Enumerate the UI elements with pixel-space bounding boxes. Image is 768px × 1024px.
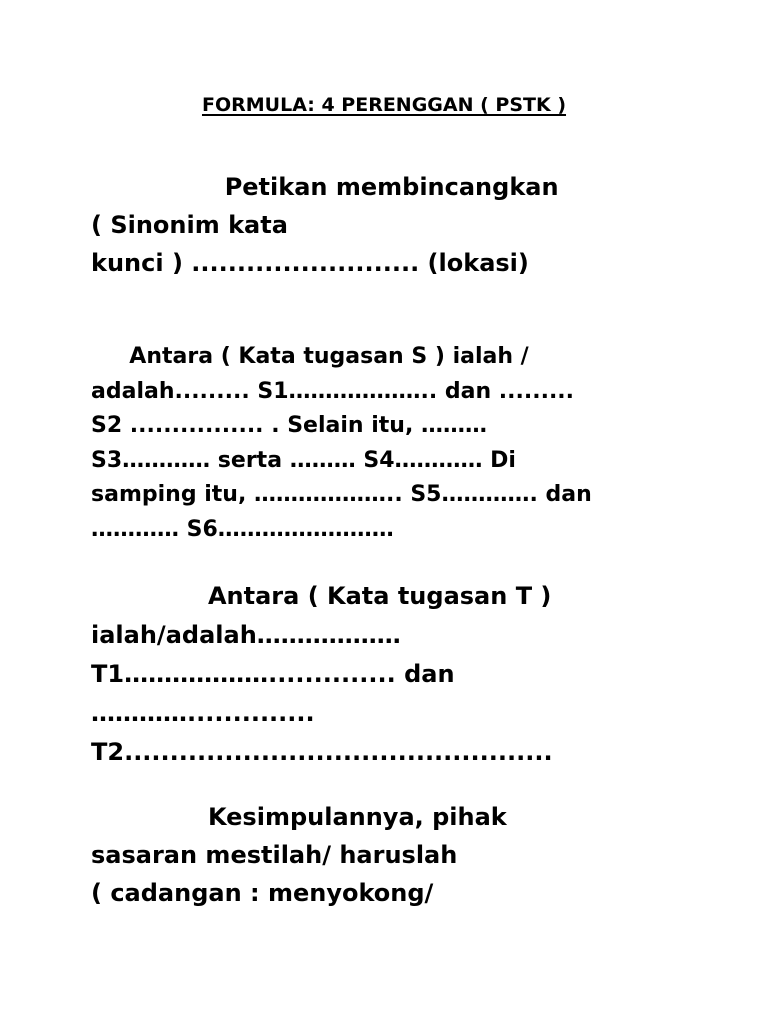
text-line: ( Sinonim kata <box>91 211 288 239</box>
text-line: sasaran mestilah/ haruslah <box>91 841 458 869</box>
text-line: Kesimpulannya, pihak <box>91 803 507 831</box>
text-line: T2............................................... <box>91 738 553 766</box>
text-line: Antara ( Kata tugasan S ) ialah / <box>91 344 529 369</box>
text-line: Petikan membincangkan <box>91 173 559 201</box>
document-title: FORMULA: 4 PERENGGAN ( PSTK ) <box>201 94 567 116</box>
text-line: Antara ( Kata tugasan T ) <box>91 582 552 610</box>
text-line: S2 ................ . Selain itu, ……… <box>91 413 487 438</box>
text-line: samping itu, ……………….. S5…………. dan <box>91 482 592 507</box>
text-line: ………….............. <box>91 699 315 727</box>
text-line: ialah/adalah……………… <box>91 621 401 649</box>
text-line: ( cadangan : menyokong/ <box>91 879 434 907</box>
text-line: ………… S6…………………… <box>91 516 394 542</box>
paragraph-supporting-points-t <box>91 577 691 772</box>
paragraph-introduction <box>91 168 691 282</box>
paragraph-supporting-points-s <box>91 340 691 547</box>
text-line: kunci ) ......................... (lokasi) <box>91 249 529 277</box>
text-line: adalah......... S1……………….. dan ......... <box>91 378 575 404</box>
text-line: T1……………….............. dan <box>91 660 455 688</box>
paragraph-conclusion <box>91 798 691 912</box>
text-line: S3………… serta ……… S4………… Di <box>91 447 516 473</box>
